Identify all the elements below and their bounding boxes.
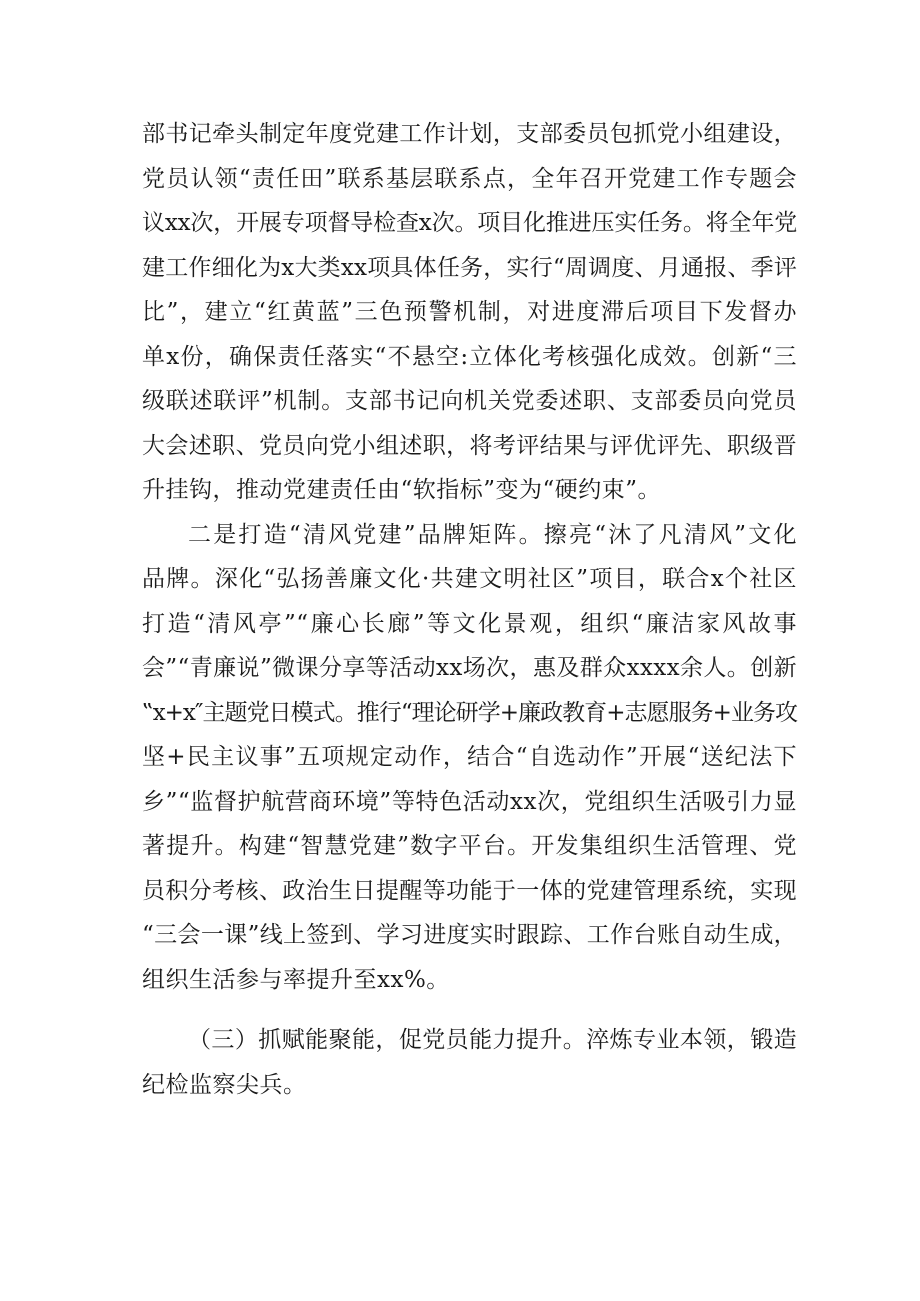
text-line: 打造“清风亭”“廉心长廊”等文化景观，组织“廉洁家风故事 (142, 610, 797, 637)
text-line: 著提升。构建“智慧党建”数字平台。开发集组织生活管理、党 (142, 833, 797, 859)
text-line: （三）抓赋能聚能，促党员能力提升。淬炼专业本领，锻造 (188, 1027, 797, 1053)
text-line: 大会述职、党员向党小组述职，将考评结果与评优评先、职级晋 (142, 432, 797, 459)
text-line: 部书记牵头制定年度党建工作计划，支部委员包抓党小组建设， (142, 121, 797, 147)
text-line: 升挂钩，推动党建责任由“软指标”变为“硬约束”。 (142, 477, 662, 503)
text-line: 比”，建立“红黄蓝”三色预警机制，对进度滞后项目下发督办 (142, 299, 797, 325)
text-line: 乡”“监督护航营商环境”等特色活动xx次，党组织生活吸引力显 (142, 788, 797, 815)
text-line: 纪检监察尖兵。 (142, 1071, 307, 1098)
text-line: ‟x+x″主题党日模式。推行“理论研学+廉政教育+志愿服务+业务攻 (142, 699, 797, 726)
text-line: 组织生活参与率提升至xx%。 (142, 966, 450, 993)
document-body (142, 112, 797, 1107)
paragraph-2 (142, 513, 797, 1003)
paragraph-1 (142, 112, 797, 513)
text-line: 二是打造“清风党建”品牌矩阵。擦亮“沐了凡清风”文化 (188, 521, 797, 548)
text-line: 品牌。深化“弘扬善廉文化·共建文明社区”项目，联合x个社区 (142, 566, 797, 592)
text-line: “三会一课”线上签到、学习进度实时跟踪、工作台账自动生成， (142, 922, 797, 948)
text-line: 党员认领“责任田”联系基层联系点，全年召开党建工作专题会 (142, 165, 797, 192)
text-line: 建工作细化为x大类xx项具体任务，实行“周调度、月通报、季评 (142, 254, 797, 281)
text-line: 坚+民主议事”五项规定动作，结合“自选动作”开展“送纪法下 (142, 744, 797, 770)
paragraph-3 (142, 1018, 797, 1107)
text-line: 员积分考核、政治生日提醒等功能于一体的党建管理系统，实现 (142, 877, 797, 904)
text-line: 单x份，确保责任落实“不悬空:立体化考核强化成效。创新“三 (142, 343, 797, 370)
text-line: 会”“青廉说”微课分享等活动xx场次，惠及群众xxxx余人。创新 (142, 655, 797, 681)
text-line: 议xx次，开展专项督导检查x次。项目化推进压实任务。将全年党 (142, 210, 797, 236)
text-line: 级联述联评”机制。支部书记向机关党委述职、支部委员向党员 (142, 388, 797, 414)
